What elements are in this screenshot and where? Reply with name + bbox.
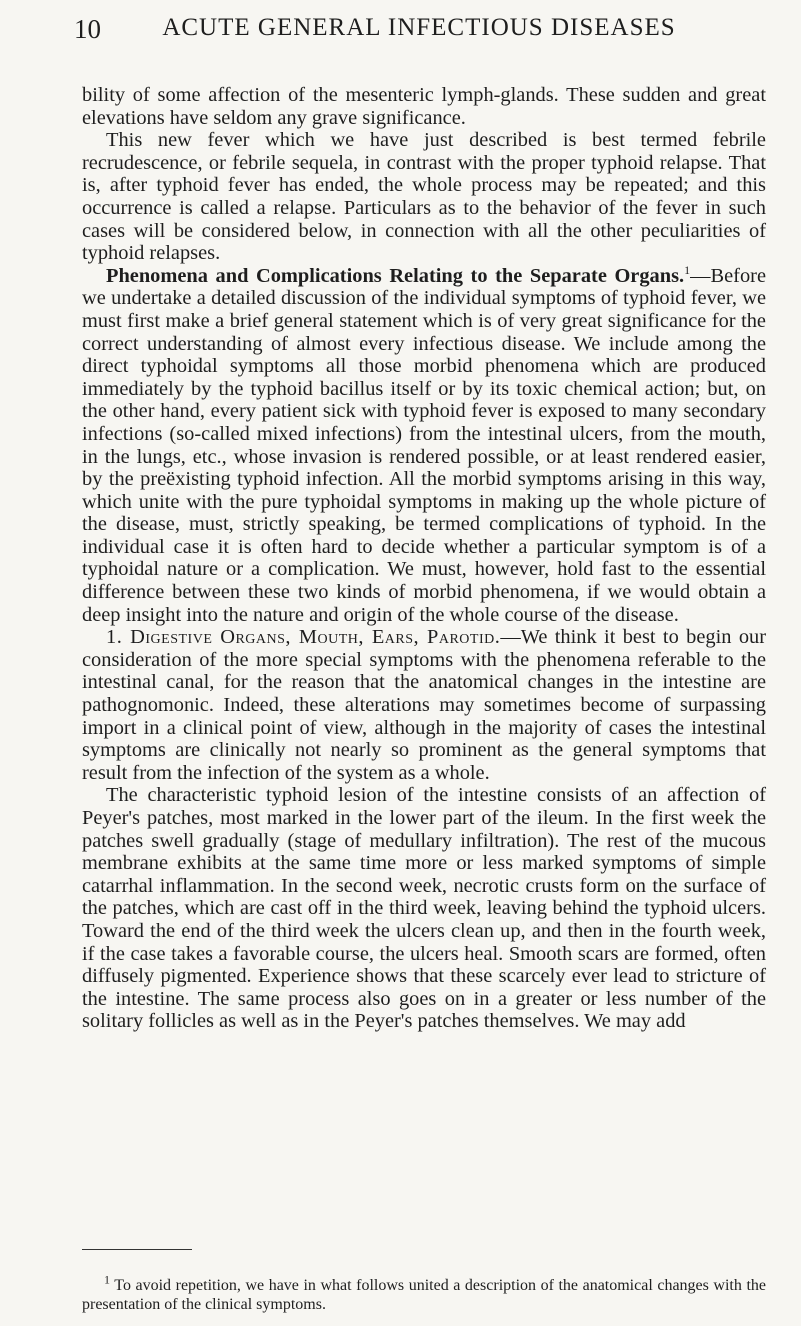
paragraph-febrile-recrudescence: This new fever which we have just described is best termed febrile recrudescence, or febrile sequela, in contrast with the proper typhoid relapse. That is, after typhoid fever has ended, the whole process may be repeated; and this occurrence is called a relapse. Particulars as to the behavior of the fever in such cases will be considered below, in connection with all the other peculiarities of typhoid relapses. <box>82 129 766 265</box>
body-text <box>82 84 766 1033</box>
paragraph-continuation: bility of some affection of the mesenteric lymph-glands. These sudden and great elevations have seldom any grave significance. <box>82 84 766 129</box>
footnote-reference: 1 <box>684 262 691 277</box>
page-header <box>74 14 764 50</box>
footnote-rule <box>82 1249 192 1250</box>
footnote <box>82 1272 766 1314</box>
paragraph-digestive-organs <box>82 626 766 784</box>
section-heading-digestive-organs: 1. Digestive Organs, Mouth, Ears, Parotid. <box>106 626 501 649</box>
footnote-marker: 1 <box>104 1272 110 1287</box>
paragraph-typhoid-lesion: The characteristic typhoid lesion of the intestine consists of an affection of Peyer's patches, most marked in the lower part of the ileum. In the first week the patches swell gradually (stage of medullary infiltration). The rest of the mucous membrane exhibits at the same time more or less marked symptoms of simple catarrhal inflammation. In the second week, necrotic crusts form on the surface of the patches, which are cast off in the third week, leaving behind the typhoid ulcers. Toward the end of the third week the ulcers clean up, and then in the fourth week, if the case takes a favorable course, the ulcers heal. Smooth scars are formed, often diffusely pigmented. Experience shows that these scarcely ever lead to stricture of the intestine. The same process also goes on in a greater or less number of the solitary follicles as well as in the Peyer's patches themselves. We may add <box>82 784 766 1033</box>
footnote-text: To avoid repetition, we have in what follows united a description of the anatomical changes with the presentation of the clinical symptoms. <box>82 1277 766 1313</box>
paragraph-text: —Before we undertake a detailed discussion of the individual symptoms of typhoid fever, we must first make a brief general statement which is of very great significance for the correct understanding of almost every infectious disease. We include among the direct typhoidal symptoms all those morbid phenomena which are produced immediately by the typhoid bacillus itself or by its toxic chemical action; but, on the other hand, every patient sick with typhoid fever is exposed to many secondary infections (so-called mixed infections) from the intestinal ulcers, from the mouth, in the lungs, etc., whose invasion is rendered possible, or at least rendered easier, by the preëxisting typhoid infection. All the morbid symptoms arising in this way, which unite with the pure typhoidal symptoms in making up the whole picture of the disease, must, strictly speaking, be termed complications of typhoid. In the individual case it is often hard to decide whether a particular symptom is of a typhoidal nature or a complication. We must, however, hold fast to the essential difference between these two kinds of morbid phenomena, if we would obtain a deep insight into the nature and origin of the whole course of the disease. <box>82 264 766 626</box>
page-number: 10 <box>74 14 101 44</box>
paragraph-phenomena-complications <box>82 262 766 627</box>
running-head: ACUTE GENERAL INFECTIOUS DISEASES <box>162 14 676 41</box>
section-heading-phenomena: Phenomena and Complications Relating to the Separate Organs. <box>106 264 685 287</box>
paragraph-text: —We think it best to begin our consideration of the more special symptoms with the phenomena referable to the intestinal canal, for the reason that the anatomical changes in the intestine are pathognomonic. Indeed, these alterations may sometimes become of surpassing import in a clinical point of view, although in the majority of cases the intestinal symptoms are clinically not nearly so prominent as the general symptoms that result from the infection of the system as a whole. <box>82 626 766 784</box>
